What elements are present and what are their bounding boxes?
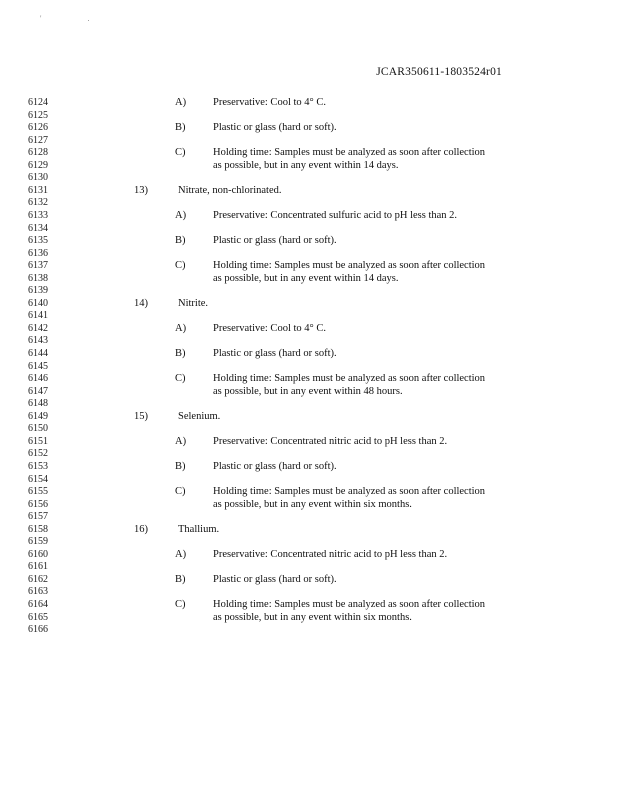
document-line xyxy=(0,447,618,460)
document-line xyxy=(0,322,618,335)
section-number: 15) xyxy=(134,410,148,422)
document-line xyxy=(0,611,618,624)
section-number: 14) xyxy=(134,297,148,309)
line-number: 6143 xyxy=(28,335,48,347)
item-text: Plastic or glass (hard or soft). xyxy=(213,573,337,585)
line-number: 6131 xyxy=(28,184,48,196)
item-letter: C) xyxy=(175,260,186,272)
item-text-continued: as possible, but in any event within 48 hours. xyxy=(213,385,403,397)
document-line xyxy=(0,585,618,598)
line-number: 6141 xyxy=(28,310,48,322)
section-number: 16) xyxy=(134,523,148,535)
line-number: 6164 xyxy=(28,599,48,610)
document-line xyxy=(0,410,618,423)
line-number: 6156 xyxy=(28,498,48,510)
document-line xyxy=(0,510,618,523)
document-line xyxy=(0,535,618,548)
document-line xyxy=(0,209,618,222)
line-number: 6130 xyxy=(28,172,48,184)
item-text: Plastic or glass (hard or soft). xyxy=(213,460,337,472)
item-letter: B) xyxy=(175,460,186,472)
item-text: Preservative: Cool to 4° C. xyxy=(213,322,326,334)
line-number: 6144 xyxy=(28,348,48,359)
item-text: Preservative: Cool to 4° C. xyxy=(213,97,326,108)
section-heading: Thallium. xyxy=(178,523,220,535)
line-number: 6148 xyxy=(28,398,48,410)
document-line xyxy=(0,272,618,285)
document-line xyxy=(0,334,618,347)
line-number: 6140 xyxy=(28,297,48,309)
document-line xyxy=(0,485,618,498)
document-line xyxy=(0,109,618,122)
line-number: 6146 xyxy=(28,373,48,385)
line-number: 6165 xyxy=(28,611,48,623)
item-text: Preservative: Concentrated nitric acid to pH less than 2. xyxy=(213,548,448,560)
line-number: 6149 xyxy=(28,410,48,422)
line-number: 6158 xyxy=(28,523,48,535)
line-number: 6166 xyxy=(28,624,48,636)
document-line xyxy=(0,435,618,448)
document-line xyxy=(0,171,618,184)
document-line xyxy=(0,473,618,486)
document-line xyxy=(0,372,618,385)
line-number: 6133 xyxy=(28,209,48,221)
line-number: 6154 xyxy=(28,473,48,485)
line-number: 6155 xyxy=(28,486,48,498)
line-number: 6138 xyxy=(28,272,48,284)
item-text: Holding time: Samples must be analyzed as soon after collection xyxy=(213,373,486,385)
item-letter: C) xyxy=(175,373,186,385)
item-text: Plastic or glass (hard or soft). xyxy=(213,122,337,134)
document-line xyxy=(0,397,618,410)
item-letter: C) xyxy=(175,486,186,498)
document-line xyxy=(0,548,618,561)
line-number: 6124 xyxy=(28,97,48,108)
document-line xyxy=(0,560,618,573)
section-number: 13) xyxy=(134,184,148,196)
line-number: 6125 xyxy=(28,109,48,121)
line-number: 6135 xyxy=(28,235,48,247)
item-letter: C) xyxy=(175,147,186,159)
line-number: 6160 xyxy=(28,548,48,560)
item-letter: A) xyxy=(175,322,187,334)
document-line xyxy=(0,196,618,209)
document-line xyxy=(0,297,618,310)
document-line xyxy=(0,222,618,235)
item-letter: A) xyxy=(175,209,187,221)
item-text: Holding time: Samples must be analyzed as soon after collection xyxy=(213,486,486,498)
item-letter: C) xyxy=(175,599,186,610)
document-line xyxy=(0,623,618,636)
document-line xyxy=(0,96,618,109)
line-number: 6159 xyxy=(28,536,48,548)
item-letter: B) xyxy=(175,235,186,247)
item-text: Holding time: Samples must be analyzed as soon after collection xyxy=(213,147,486,159)
document-line xyxy=(0,247,618,260)
document-line xyxy=(0,134,618,147)
item-text: Preservative: Concentrated sulfuric acid to pH less than 2. xyxy=(213,209,458,221)
item-letter: A) xyxy=(175,97,187,108)
item-letter: B) xyxy=(175,573,186,585)
document-line xyxy=(0,309,618,322)
line-number: 6139 xyxy=(28,285,48,297)
line-number: 6142 xyxy=(28,322,48,334)
item-text: Holding time: Samples must be analyzed as soon after collection xyxy=(213,599,486,610)
document-line xyxy=(0,259,618,272)
section-heading: Nitrate, non-chlorinated. xyxy=(178,184,282,196)
line-number: 6151 xyxy=(28,435,48,447)
line-number: 6162 xyxy=(28,573,48,585)
line-number: 6145 xyxy=(28,360,48,372)
document-line xyxy=(0,422,618,435)
line-number: 6134 xyxy=(28,222,48,234)
document-line xyxy=(0,498,618,511)
line-number: 6127 xyxy=(28,134,48,146)
item-text-continued: as possible, but in any event within six months. xyxy=(213,611,412,623)
document-line xyxy=(0,385,618,398)
line-number: 6128 xyxy=(28,147,48,159)
item-text: Holding time: Samples must be analyzed as soon after collection xyxy=(213,260,486,272)
line-number: 6161 xyxy=(28,561,48,573)
document-line xyxy=(0,184,618,197)
item-letter: A) xyxy=(175,435,187,447)
line-number: 6152 xyxy=(28,448,48,460)
line-number: 6153 xyxy=(28,460,48,472)
document-line xyxy=(0,573,618,586)
document-line xyxy=(0,146,618,159)
item-letter: B) xyxy=(175,348,186,359)
line-number: 6129 xyxy=(28,159,48,171)
line-number: 6157 xyxy=(28,511,48,523)
corner-marks: ' . xyxy=(40,14,112,23)
line-number: 6137 xyxy=(28,260,48,272)
line-number: 6126 xyxy=(28,122,48,134)
line-number: 6150 xyxy=(28,423,48,435)
document-line xyxy=(0,523,618,536)
section-heading: Nitrite. xyxy=(178,297,209,309)
item-text-continued: as possible, but in any event within six months. xyxy=(213,498,412,510)
item-text: Plastic or glass (hard or soft). xyxy=(213,235,337,247)
document-line xyxy=(0,284,618,297)
item-text-continued: as possible, but in any event within 14 days. xyxy=(213,159,399,171)
line-number: 6163 xyxy=(28,586,48,598)
section-heading: Selenium. xyxy=(178,410,221,422)
document-id: JCAR350611-1803524r01 xyxy=(376,66,502,78)
item-text-continued: as possible, but in any event within 14 days. xyxy=(213,272,399,284)
item-letter: A) xyxy=(175,548,187,560)
document-line xyxy=(0,159,618,172)
item-text: Plastic or glass (hard or soft). xyxy=(213,348,337,359)
document-line xyxy=(0,460,618,473)
document-line xyxy=(0,347,618,360)
line-number: 6136 xyxy=(28,247,48,259)
item-letter: B) xyxy=(175,122,186,134)
item-text: Preservative: Concentrated nitric acid to pH less than 2. xyxy=(213,435,448,447)
line-number: 6147 xyxy=(28,385,48,397)
line-number: 6132 xyxy=(28,197,48,209)
document-line xyxy=(0,360,618,373)
document-line xyxy=(0,598,618,611)
document-line xyxy=(0,121,618,134)
document-line xyxy=(0,234,618,247)
